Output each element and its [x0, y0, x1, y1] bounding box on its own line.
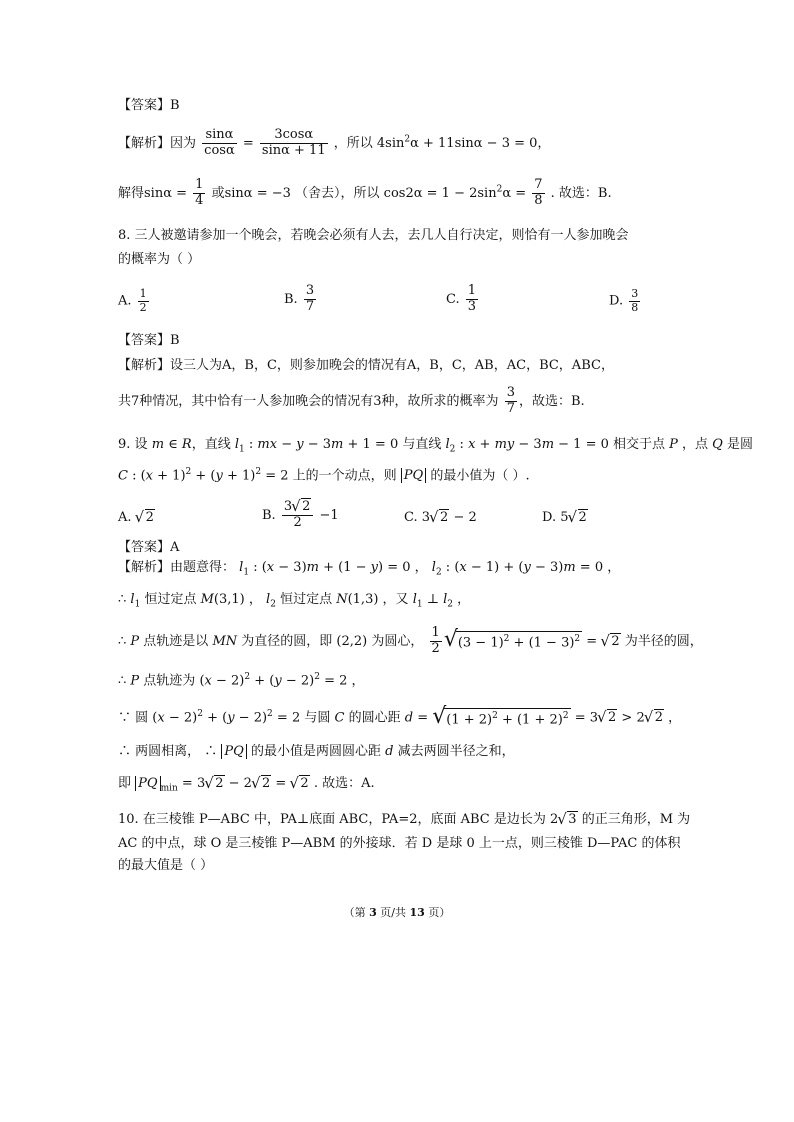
q8-option-c: C. $\frac{1}{3}$ — [446, 283, 477, 314]
fraction: $\frac{\sin\alpha}{\cos\alpha}$ — [204, 127, 235, 158]
q7-analysis-line1: 【解析】因为 $\frac{\sin\alpha}{\cos\alpha}$ = $\frac{3\cos\alpha}{\sin\alpha + 11}$ ，所以 $4\sin^2\alpha + 11\sin\alpha - 3 = 0$， — [118, 127, 551, 158]
q9-option-c: C. 3√ 2 − 2 — [404, 510, 477, 525]
q9-option-d: D. 5√ 2 — [542, 510, 588, 525]
q8-answer: 【答案】B — [118, 333, 180, 348]
q9-option-b: B. $\frac{3√ 2}{2}$ −1 — [262, 500, 339, 531]
q9-analysis-line4: ∴ P 点轨迹为 $(x - 2)^2 + (y - 2)^2 = 2$ ， — [118, 672, 365, 689]
q8-option-a: A. $\frac{1}{2}$ — [118, 287, 147, 314]
q9-analysis-line5: ∵ 圆 $(x - 2)^2 + (y - 2)^2 = 2$ 与圆 C 的圆心距 d = √ $(1 + 2)^2 + (1 + 2)^2 = 3√$ 2 > 2√ 2 ， — [118, 708, 681, 728]
page-footer: （第 3 页/共 13 页） — [343, 906, 451, 919]
q8-analysis-line2: 共7种情况，其中恰有一人参加晚会的情况有3种，故所求的概率为 $\frac{3}{7}$ ，故选：B. — [118, 385, 585, 416]
q10-stem-line1: 10. 在三棱锥 P—ABC 中，PA⊥底面 ABC，PA=2，底面 ABC 是边长为 2√ 3 的正三角形，M 为 — [118, 812, 690, 828]
q7-answer: 【答案】B — [118, 98, 180, 113]
q9-stem-line1: 9. 设 m ∈ R，直线 $l_1$ : mx − y − 3m + 1 = 0 与直线 $l_2$ : x + my − 3m − 1 = 0 相交于点 P ，点 Q 是圆 — [118, 437, 753, 455]
q9-analysis-line7: 即 PQ $_{min}$ = 3√ 2 − 2√ 2 = √ 2 . 故选：A. — [118, 776, 375, 794]
q9-option-a: A. √ 2 — [118, 510, 155, 525]
q8-option-b: B. $\frac{3}{7}$ — [284, 283, 315, 314]
q9-stem-line2: C : $(x + 1)^2 + (y + 1)^2 = 2$ 上的一个动点，则 PQ 的最小值为（ ）. — [118, 467, 530, 484]
fraction: $\frac{7}{8}$ — [534, 177, 543, 208]
analysis-label: 【解析】 — [118, 135, 171, 151]
page-number: 3 — [369, 906, 377, 919]
fraction: $\frac{1}{4}$ — [195, 177, 204, 208]
q9-analysis-line2: ∴ $l_1$ 恒过定点 M(3,1) ， $l_2$ 恒过定点 N(1,3) ，又 $l_1$ ⊥ $l_2$ ， — [118, 592, 471, 610]
q8-stem-line1: 8. 三人被邀请参加一个晚会，若晚会必须有人去，去几人自行决定，则恰有一人参加晚会 — [118, 228, 629, 243]
q9-analysis-line1: 【解析】由题意得： $l_1$ : (x − 3)m + (1 − y) = 0 ， $l_2$ : (x − 1) + (y − 3)m = 0 ， — [118, 560, 621, 578]
q9-analysis-line6: ∴ 两圆相离， ∴ PQ 的最小值是两圆圆心距 d 减去两圆半径之和， — [118, 744, 515, 759]
q9-analysis-line3: ∴ P 点轨迹是以 MN 为直径的圆，即 (2,2) 为圆心， $\frac{1}{2}$ √ $(3 - 1)^2 + (1 - 3)^2$ = √ 2 为半径的圆， — [118, 626, 703, 657]
q8-stem-line2: 的概率为（ ） — [118, 252, 201, 267]
q8-analysis-line1: 【解析】设三人为A，B，C，则参加晚会的情况有A，B，C，AB，AC，BC，ABC， — [118, 358, 614, 373]
page-total: 13 — [409, 906, 425, 919]
q9-answer: 【答案】A — [118, 540, 180, 555]
q8-option-d: D. $\frac{3}{8}$ — [609, 287, 639, 314]
fraction: $\frac{3\cos\alpha}{\sin\alpha + 11}$ — [261, 127, 326, 158]
q7-analysis-line2: 解得sinα = $\frac{1}{4}$ 或sinα = −3 （舍去），所以 $\cos 2\alpha = 1 - 2\sin^2\alpha$ = $\frac{7}{8}$ . 故选：B. — [118, 177, 612, 208]
q10-stem-line2: AC 的中点，球 O 是三棱锥 P—ABM 的外接球．若 D 是球 0 上一点，则三棱锥 D—PAC 的体积 — [118, 836, 681, 851]
q10-stem-line3: 的最大值是（ ） — [118, 858, 214, 873]
